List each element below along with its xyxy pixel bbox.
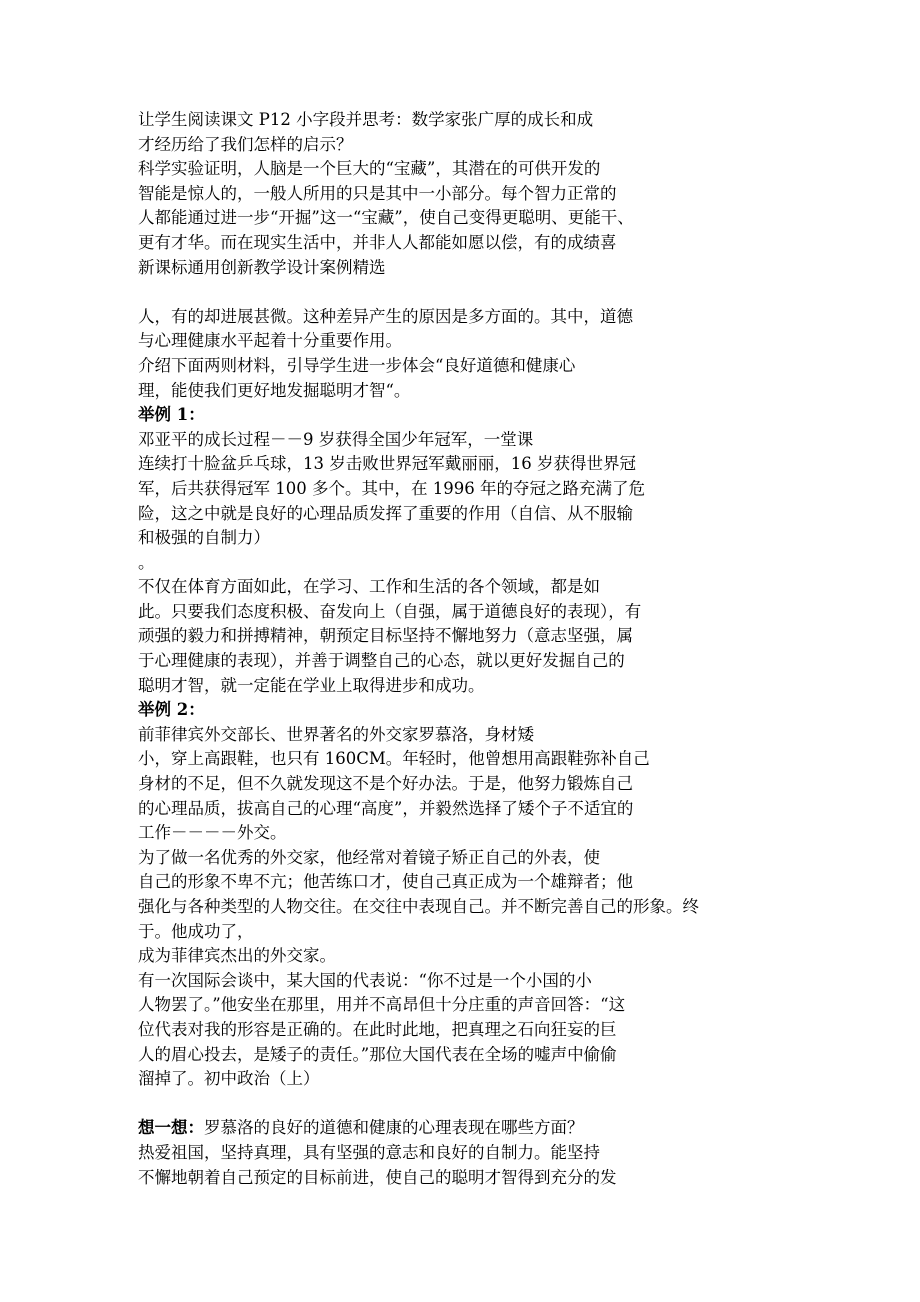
text-line: 强化与各种类型的人物交往。在交往中表现自己。并不断完善自己的形象。终	[138, 897, 699, 916]
text-line: 顽强的毅力和拼搏精神，朝预定目标坚持不懈地努力（意志坚强，属	[138, 626, 633, 646]
text-line: 险，这之中就是良好的心理品质发挥了重要的作用（自信、从不服输	[138, 503, 633, 523]
text-line: 热爱祖国，坚持真理，具有坚强的意志和良好的自制力。能坚持	[138, 1142, 600, 1162]
text-line: 人的眉心投去，是矮子的责任。”那位大国代表在全场的嘘声中偷偷	[138, 1044, 617, 1064]
text-line: 不懈地朝着自己预定的目标前进，使自己的聪明才智得到充分的发	[138, 1167, 617, 1187]
text-line: 此。只要我们态度积极、奋发向上（自强，属于道德良好的表现），有	[138, 601, 642, 621]
text-line: 小，穿上高跟鞋，也只有 160CM。年轻时，他曾想用高跟鞋弥补自己	[138, 749, 650, 769]
example-heading: 举例 2：	[138, 700, 205, 720]
text-line: 有一次国际会谈中，某大国的代表说：“你不过是一个小国的小	[138, 970, 592, 990]
text-line: 让学生阅读课文 P12 小字段并思考：数学家张广厚的成长和成	[138, 110, 594, 129]
blank-line	[138, 280, 788, 305]
text-line: 介绍下面两则材料，引导学生进一步体会“良好道德和健康心	[138, 355, 576, 375]
text-line: 人，有的却进展甚微。这种差异产生的原因是多方面的。其中，道德	[138, 306, 633, 326]
text-line: 成为菲律宾杰出的外交家。	[138, 946, 336, 966]
text-line: 聪明才智，就一定能在学业上取得进步和成功。	[138, 675, 485, 695]
example-heading: 举例 1：	[138, 405, 205, 425]
blank-line	[138, 1092, 788, 1117]
think-heading: 想一想：	[138, 1118, 204, 1138]
text-line: 新课标通用创新教学设计案例精选	[138, 257, 386, 277]
text-line: 前菲律宾外交部长、世界著名的外交家罗慕洛，身材矮	[138, 724, 534, 744]
text-line: 身材的不足，但不久就发现这不是个好办法。于是，他努力锻炼自己	[138, 774, 633, 794]
text-line: 更有才华。而在现实生活中，并非人人都能如愿以偿，有的成绩喜	[138, 232, 617, 252]
text-line: 于心理健康的表现），并善于调整自己的心态，就以更好发掘自己的	[138, 651, 625, 671]
text-line: 自己的形象不卑不亢；他苦练口才，使自己真正成为一个雄辩者；他	[138, 872, 633, 892]
text-line: 为了做一名优秀的外交家，他经常对着镜子矫正自己的外表，使	[138, 847, 600, 867]
text-line: 和极强的自制力）	[138, 528, 270, 548]
document-body	[138, 108, 788, 1190]
text-line: 。	[138, 552, 155, 572]
text-line: 不仅在体育方面如此，在学习、工作和生活的各个领域，都是如	[138, 577, 600, 597]
question-line	[138, 1116, 788, 1141]
text-line: 工作－－－－外交。	[138, 823, 287, 843]
text-line: 溜掉了。初中政治（上）	[138, 1069, 320, 1089]
text-line: 科学实验证明，人脑是一个巨大的“宝藏”，其潜在的可供开发的	[138, 159, 601, 179]
text-line: 人物罢了。”他安坐在那里，用并不高昂但十分庄重的声音回答：“这	[138, 995, 626, 1015]
text-line: 的心理品质，拔高自己的心理“高度”，并毅然选择了矮个子不适宜的	[138, 798, 634, 818]
text-line: 人都能通过进一步“开掘”这一“宝藏”，使自己变得更聪明、更能干、	[138, 208, 634, 228]
question-text: 罗慕洛的良好的道德和健康的心理表现在哪些方面？	[204, 1118, 584, 1138]
text-line: 与心理健康水平起着十分重要作用。	[138, 331, 402, 351]
text-line: 位代表对我的形容是正确的。在此时此地，把真理之石向狂妄的巨	[138, 1019, 617, 1039]
text-line: 才经历给了我们怎样的启示？	[138, 134, 353, 154]
text-line: 理，能使我们更好地发掘聪明才智“。	[138, 380, 411, 400]
text-line: 军，后共获得冠军 100 多个。其中，在 1996 年的夺冠之路充满了危	[138, 478, 645, 498]
text-line: 连续打十脸盆乒乓球，13 岁击败世界冠军戴丽丽，16 岁获得世界冠	[138, 454, 636, 474]
text-line: 智能是惊人的，一般人所用的只是其中一小部分。每个智力正常的	[138, 183, 617, 203]
text-line: 邓亚平的成长过程－－9 岁获得全国少年冠军，一堂课	[138, 429, 534, 449]
text-line: 于。他成功了，	[138, 921, 254, 941]
